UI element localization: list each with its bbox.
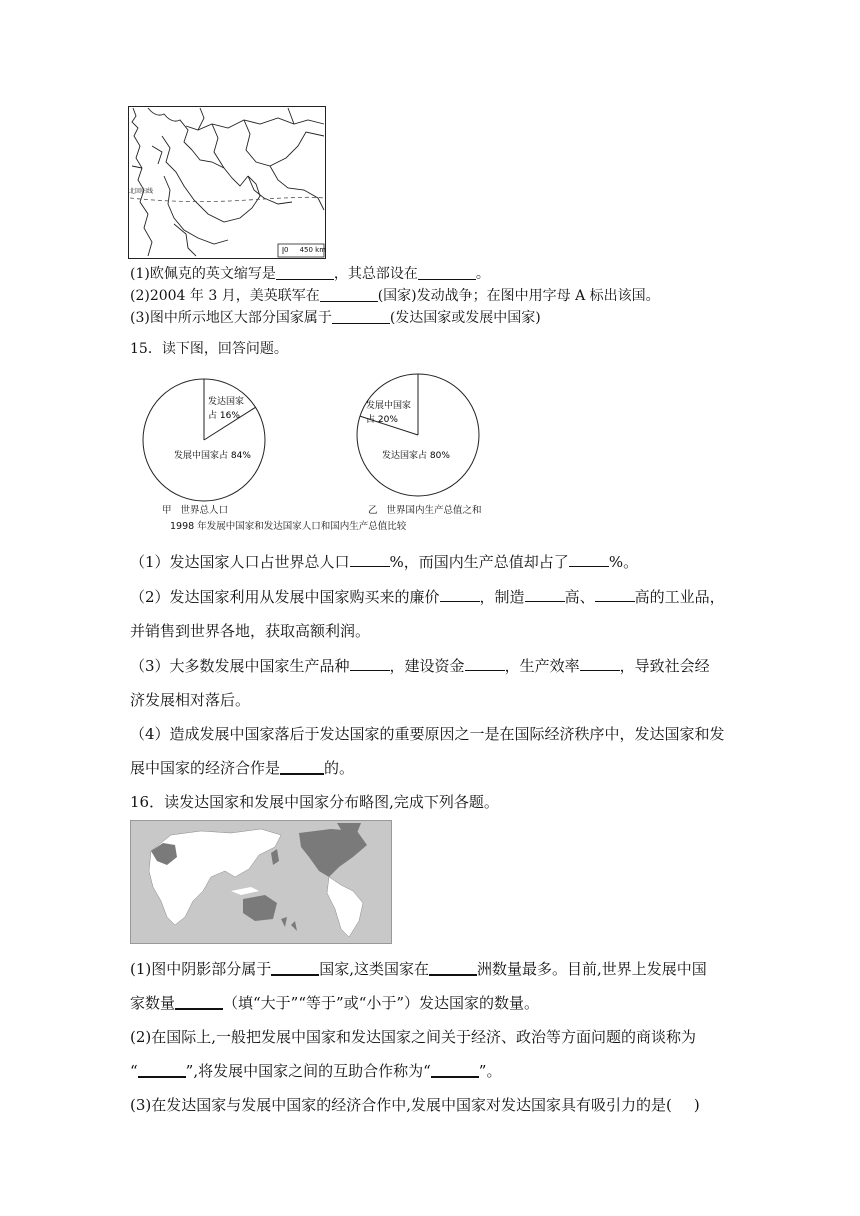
- answer-blank[interactable]: [276, 265, 334, 280]
- figure-caption: 1998 年发展中国家和发达国家人口和国内生产总值比较: [170, 521, 407, 532]
- answer-blank[interactable]: [138, 1062, 186, 1078]
- q16-item-1b: 家数量 （填“大于”“等于”或“小于”）发达国家的数量。: [130, 994, 540, 1012]
- answer-blank[interactable]: [350, 658, 390, 671]
- q14-item-3: (3)图中所示地区大部分国家属于 (发达国家或发展中国家): [130, 310, 541, 326]
- pie-b-small-label-2: 占 20%: [366, 415, 398, 425]
- answer-blank[interactable]: [431, 1062, 479, 1078]
- answer-blank[interactable]: [440, 589, 480, 602]
- scale-label: 0 450 km: [284, 246, 327, 254]
- q15-item-2b: 并销售到世界各地，获取高额利润。: [130, 622, 371, 640]
- answer-blank[interactable]: [280, 759, 324, 775]
- middle-east-map: [128, 106, 326, 259]
- q15-item-3b: 济发展相对落后。: [130, 691, 251, 709]
- pie-a-caption: 甲 世界总人口: [162, 505, 229, 516]
- q16-item-3: (3)在发达国家与发展中国家的经济合作中,发展中国家对发达国家具有吸引力的是( ): [130, 1096, 700, 1114]
- q15-item-2a: （2）发达国家利用从发展中国家购买来的廉价 ，制造 高、 高的工业品，: [130, 588, 725, 606]
- pie-a: [143, 379, 265, 501]
- q16-item-2b: “ ”,将发展中国家之间的互助合作称为“ ”。: [130, 1062, 502, 1080]
- q15-title: 15．读下图，回答问题。: [130, 341, 288, 357]
- pie-a-small-label-1: 发达国家: [208, 397, 245, 407]
- q15-item-1: （1）发达国家人口占世界总人口 %，而国内生产总值却占了 %。: [130, 553, 639, 571]
- pie-a-small-label-2: 占 16%: [208, 411, 240, 421]
- answer-blank[interactable]: [465, 658, 505, 671]
- answer-blank[interactable]: [569, 554, 609, 567]
- q16-title: 16．读发达国家和发展中国家分布略图,完成下列各题。: [130, 793, 499, 811]
- world-map: [130, 820, 392, 944]
- pie-figure: [134, 365, 486, 535]
- q16-item-2a: (2)在国际上,一般把发展中国家和发达国家之间关于经济、政治等方面问题的商谈称为: [130, 1028, 697, 1046]
- answer-blank[interactable]: [580, 658, 620, 671]
- answer-blank[interactable]: [418, 265, 476, 280]
- q15-item-3a: （3）大多数发展中国家生产品种 ，建设资金 ，生产效率 ，导致社会经: [130, 657, 710, 675]
- answer-blank[interactable]: [350, 554, 390, 567]
- answer-blank[interactable]: [332, 309, 390, 324]
- pie-b: [357, 374, 479, 496]
- q15-item-4a: （4）造成发展中国家落后于发达国家的重要原因之一是在国际经济秩序中，发达国家和发: [130, 725, 725, 743]
- pie-b-caption: 乙 世界国内生产总值之和: [368, 505, 482, 516]
- answer-blank[interactable]: [595, 589, 635, 602]
- pie-a-large-label: 发展中国家占 84%: [174, 451, 251, 461]
- answer-blank[interactable]: [320, 287, 378, 302]
- answer-blank[interactable]: [175, 994, 223, 1010]
- answer-blank[interactable]: [525, 589, 565, 602]
- q15-item-4b: 展中国家的经济合作是 的。: [130, 759, 355, 777]
- answer-blank[interactable]: [271, 960, 319, 976]
- q16-item-1a: (1)图中阴影部分属于 国家,这类国家在 洲数量最多。目前,世界上发展中国: [130, 960, 707, 978]
- tropic-label: 北回归线: [129, 188, 154, 195]
- q14-item-1: (1)欧佩克的英文缩写是 ，其总部设在 。: [130, 266, 490, 282]
- pie-b-small-label-1: 发展中国家: [366, 401, 412, 411]
- answer-blank[interactable]: [429, 960, 477, 976]
- q14-item-2: (2)2004 年 3 月，美英联军在 (国家)发动战争；在图中用字母 A 标出该国。: [130, 288, 660, 304]
- pie-b-large-label: 发达国家占 80%: [382, 451, 450, 461]
